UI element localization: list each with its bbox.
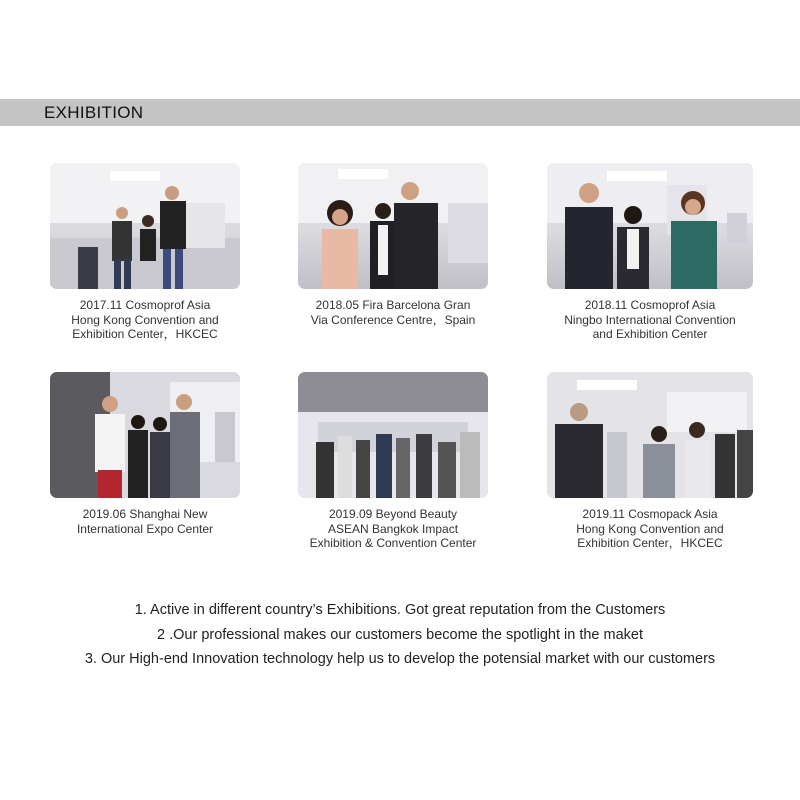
exhibition-caption: 2018.05 Fira Barcelona Gran Via Conference Centre，Spain [310, 298, 476, 327]
exhibition-card [547, 163, 753, 342]
exhibition-caption: 2017.11 Cosmoprof Asia Hong Kong Convention and Exhibition Center，HKCEC [71, 298, 219, 341]
exhibition-booth-photo-icon [298, 163, 488, 289]
exhibition-booth-photo-icon [547, 163, 753, 289]
exhibition-photo [50, 372, 240, 498]
exhibition-caption: 2019.11 Cosmopack Asia Hong Kong Convention and Exhibition Center，HKCEC [576, 507, 724, 550]
key-point: 1. Active in different country’s Exhibitions. Got great reputation from the Customers [134, 602, 666, 618]
exhibition-booth-photo-icon [298, 372, 488, 498]
exhibition-card [547, 372, 753, 551]
section-header-bar [0, 99, 800, 126]
exhibition-photo [547, 372, 753, 498]
exhibition-photo [50, 163, 240, 289]
exhibition-booth-photo-icon [547, 372, 753, 498]
exhibition-photo [298, 372, 488, 498]
exhibition-card [50, 163, 240, 342]
key-point: 3. Our High-end Innovation technology help us to develop the potensial market with our customers [84, 651, 716, 667]
exhibition-card [50, 372, 240, 536]
exhibition-caption: 2019.09 Beyond Beauty ASEAN Bangkok Impact Exhibition & Convention Center [309, 507, 477, 550]
exhibition-photo [298, 163, 488, 289]
exhibition-card [298, 163, 488, 327]
exhibition-caption: 2019.06 Shanghai New International Expo Center [76, 507, 214, 536]
exhibition-photo [547, 163, 753, 289]
exhibition-booth-photo-icon [50, 372, 240, 498]
key-point: 2 .Our professional makes our customers become the spotlight in the maket [157, 626, 643, 643]
key-points-list [0, 598, 800, 672]
exhibition-booth-photo-icon [50, 163, 240, 289]
exhibition-caption: 2018.11 Cosmoprof Asia Ningbo International Convention and Exhibition Center [564, 298, 736, 341]
exhibition-card [298, 372, 488, 551]
section-title: EXHIBITION [44, 103, 144, 122]
